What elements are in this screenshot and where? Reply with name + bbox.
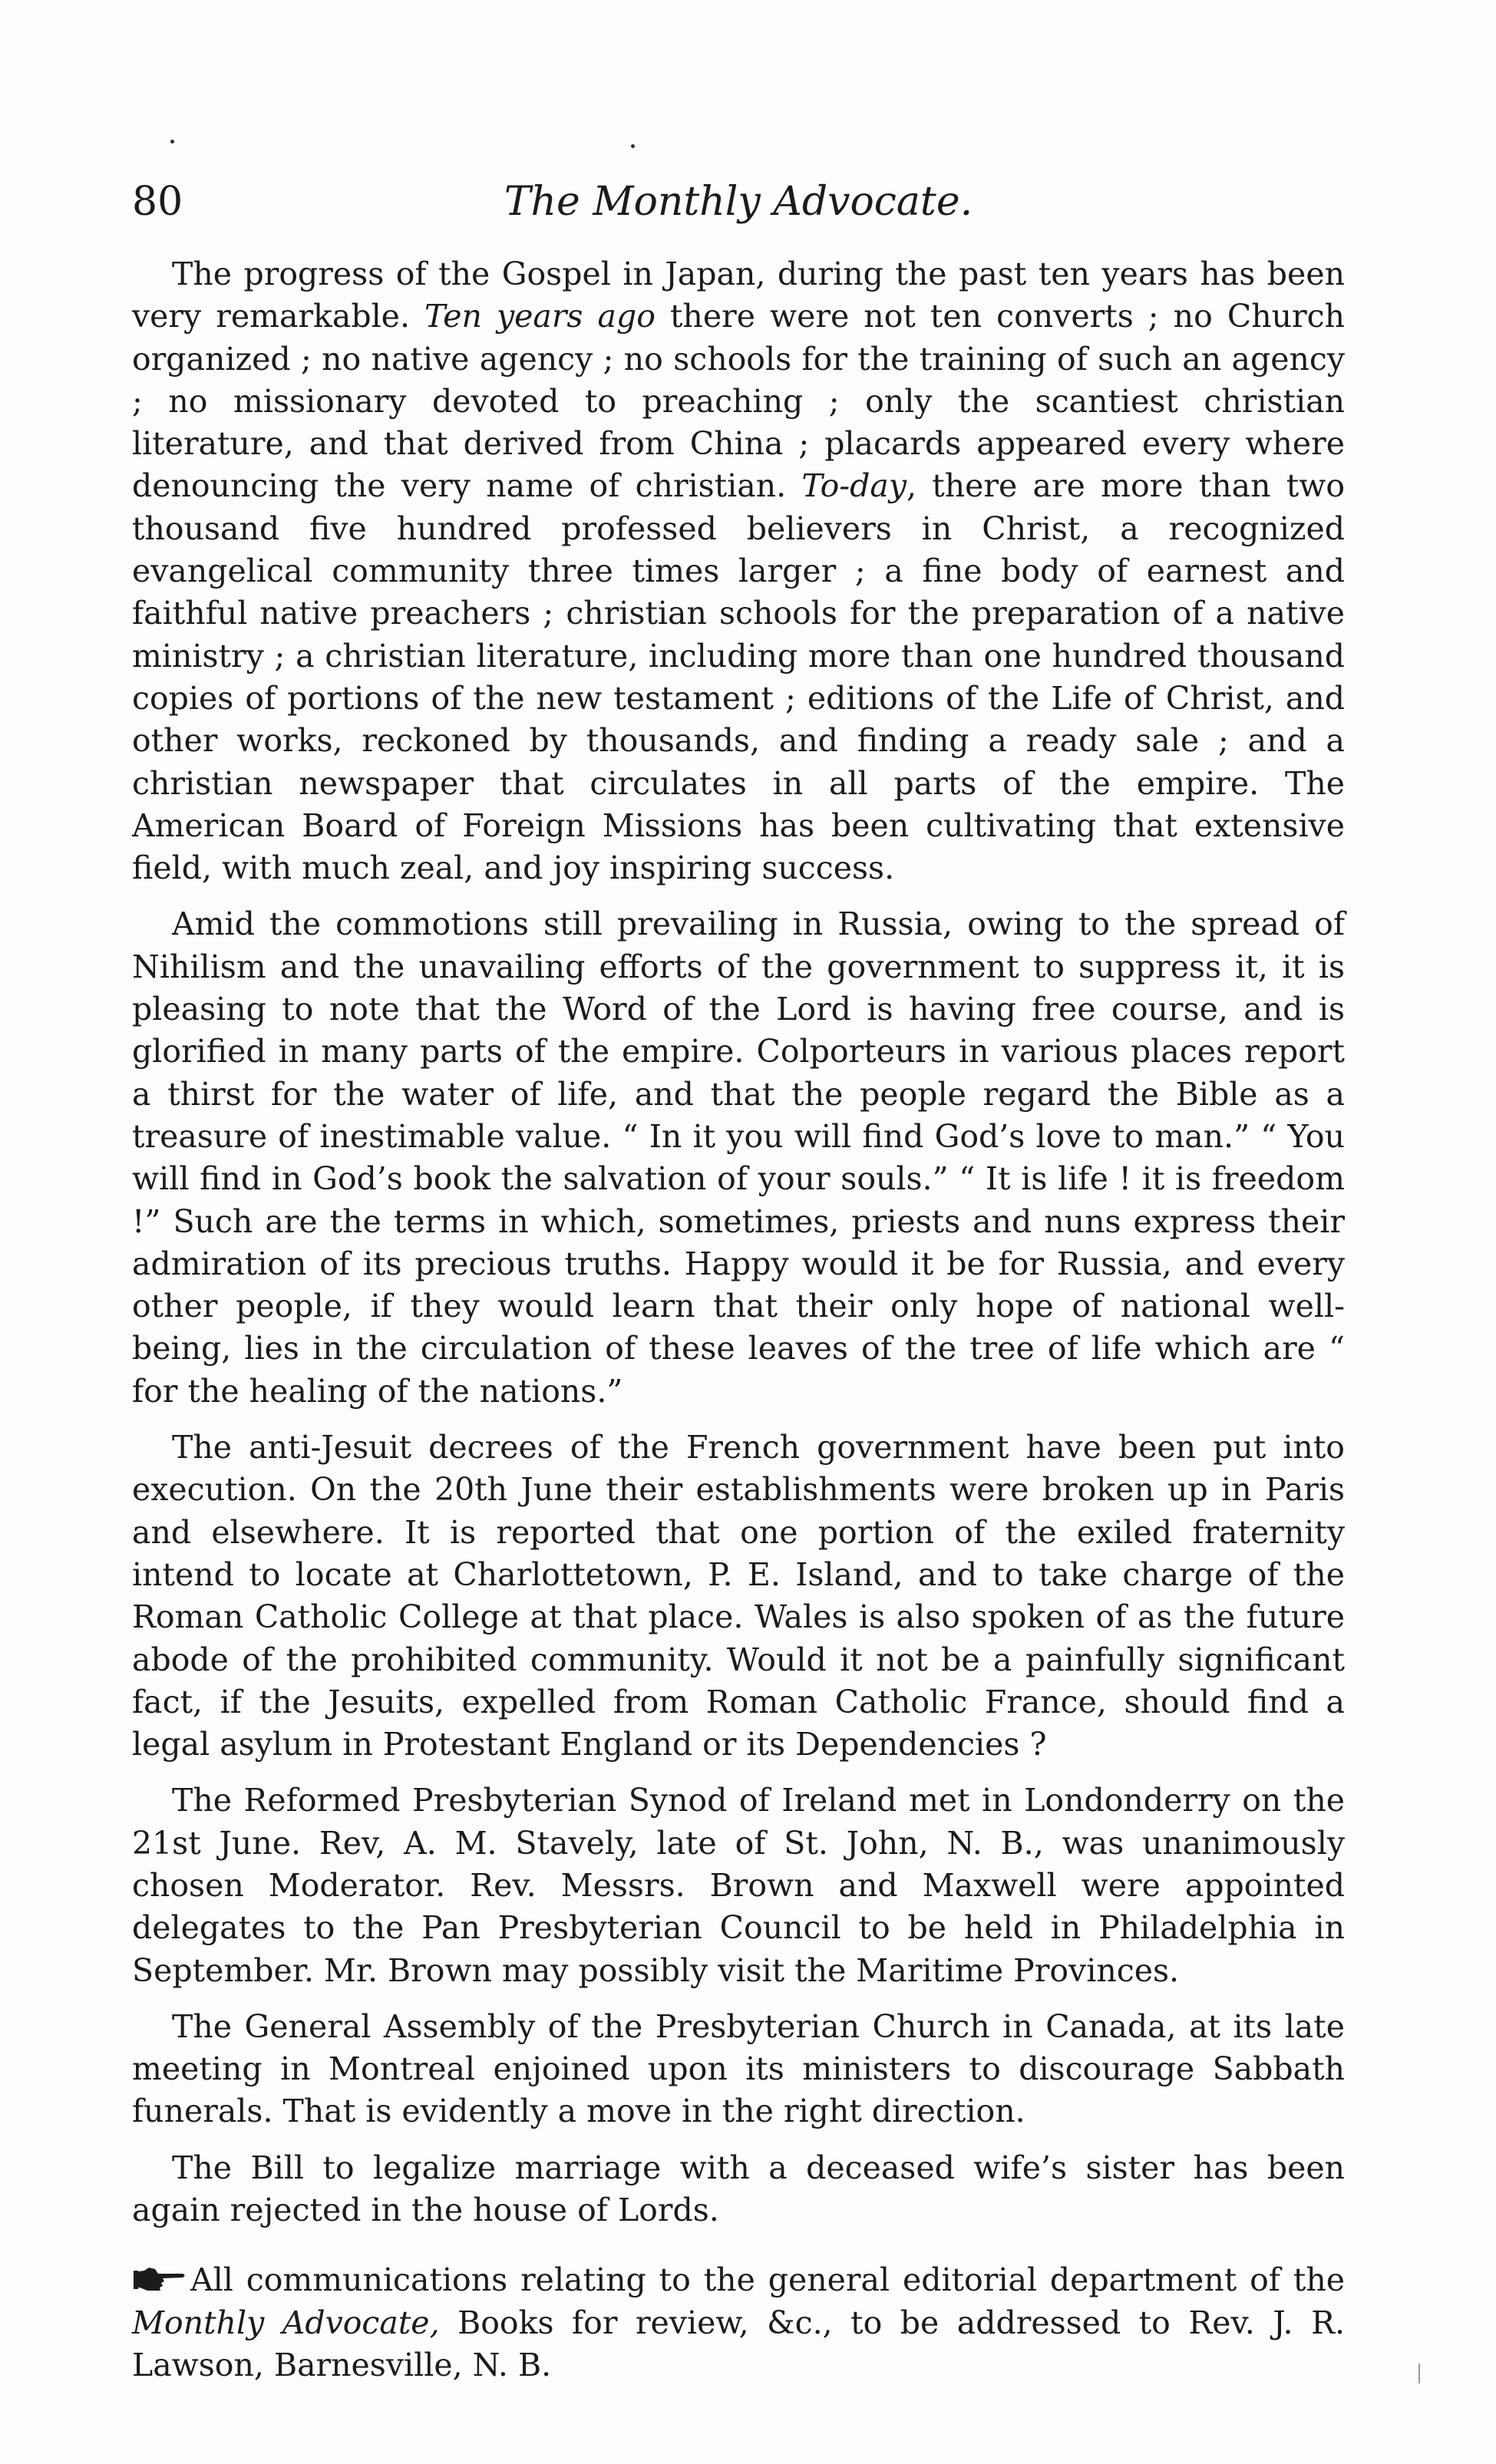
page-number: 80 <box>132 179 183 225</box>
page-edge-mark <box>1418 2363 1420 2383</box>
emphasis-text: To-day <box>801 467 907 505</box>
paragraph-text: The progress of the Gospel in Japan, during the past ten years has been very remarkable. <box>132 256 1345 335</box>
notice-text: Books for review, &c., to be addressed to Rev. J. R. Lawson, Barnesville, N. B. <box>132 2304 1345 2383</box>
paragraph-reformed-synod: The Reformed Presbyterian Synod of Ireland met in Londonderry on the 21st June. Rev, A. M. Stavely, late of St. John, N. B., was unanimously chosen Moderator. Rev. Messrs. Brown and Maxwell were appointed delegates to the Pan Presbyterian Council to be held in Philadelphia in September. Mr. Brown may possibly visit the Maritime Provinces. <box>132 1782 1345 1989</box>
paragraph-text: , there are more than two thousand five hundred professed believers in Christ, a recognized evangelical community three times larger ; a fine body of earnest and faithful native preachers ; christian schools for the preparation of a native ministry ; a christian literature, including more than one hundred thousand copies of portions of the new testament ; editions of the Life of Christ, and other works, reckoned by thousands, and finding a ready sale ; and a christian newspaper that circulates in all parts of the empire. The American Board of Foreign Missions has been cultivating that extensive field, with much zeal, and joy inspiring success. <box>132 467 1345 887</box>
page-header <box>132 175 1345 229</box>
notice-text: All communications relating to the general editorial department of the <box>190 2261 1345 2299</box>
editorial-notice <box>132 2259 1345 2386</box>
paragraph-russia: Amid the commotions still prevailing in Russia, owing to the spread of Nihilism and the unavailing efforts of the government to suppress it, it is pleasing to note that the Word of the Lord is having free course, and is glorified in many parts of the empire. Colporteurs in various places report a thirst for the water of life, and that the people regard the Bible as a treasure of inestimable value. “ In it you will find God’s love to man.” “ You will find in God’s book the salvation of your souls.” “ It is life ! it is freedom !” Such are the terms in which, sometimes, priests and nuns express their admiration of its precious truths. Happy would it be for Russia, and every other people, if they would learn that their only hope of national well-being, lies in the circulation of these leaves of the tree of life which are “ for the healing of the nations.” <box>132 905 1345 1410</box>
print-speck <box>631 144 635 148</box>
paragraph-general-assembly: The General Assembly of the Presbyterian Church in Canada, at its late meeting in Montreal enjoined upon its ministers to discourage Sabbath funerals. That is evidently a move in the right direction. <box>132 2007 1345 2130</box>
paragraph-japan <box>132 253 1345 889</box>
print-speck <box>170 140 174 143</box>
emphasis-text: Ten years ago <box>424 298 656 335</box>
running-title: The Monthly Advocate. <box>504 179 973 225</box>
paragraph-marriage-bill: The Bill to legalize marriage with a deceased wife’s sister has been again rejected in the house of Lords. <box>132 2149 1345 2229</box>
article-body <box>132 253 1345 2400</box>
notice-periodical-title: Monthly Advocate, <box>132 2304 440 2341</box>
paragraph-text: there were not ten converts ; no Church organized ; no native agency ; no schools for the training of such an agency ; no missionary devoted to preaching ; only the scantiest christian literature, and that derived from China ; placards appeared every where denouncing the very name of christian. <box>132 298 1345 505</box>
paragraph-jesuit-decrees: The anti-Jesuit decrees of the French government have been put into execution. On the 20th June their establishments were broken up in Paris and elsewhere. It is reported that one portion of the exiled fraternity intend to locate at Charlottetown, P. E. Island, and to take charge of the Roman Catholic College at that place. Wales is also spoken of as the future abode of the prohibited community. Would it not be a painfully significant fact, if the Jesuits, expelled from Roman Catholic France, should find a legal asylum in Protestant England or its Dependencies ? <box>132 1429 1345 1763</box>
pointing-hand-icon <box>132 2264 187 2295</box>
